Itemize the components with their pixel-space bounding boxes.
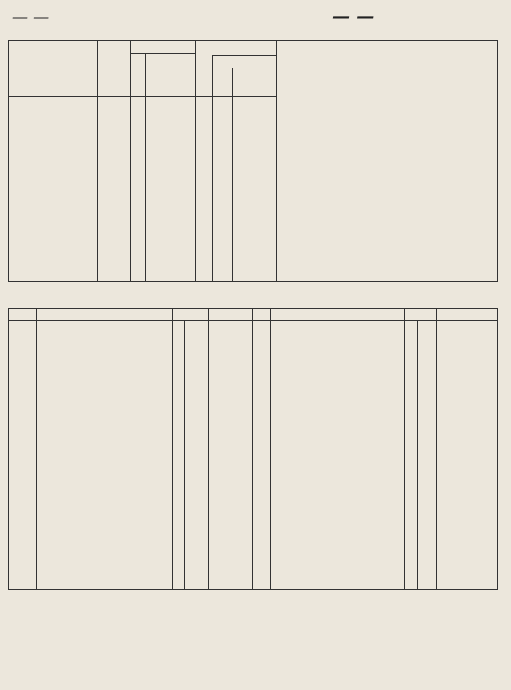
prices-table xyxy=(8,40,498,282)
header-right-title: — — xyxy=(332,6,375,27)
articoli-table xyxy=(8,308,498,590)
header-left-title: — — xyxy=(12,7,50,26)
